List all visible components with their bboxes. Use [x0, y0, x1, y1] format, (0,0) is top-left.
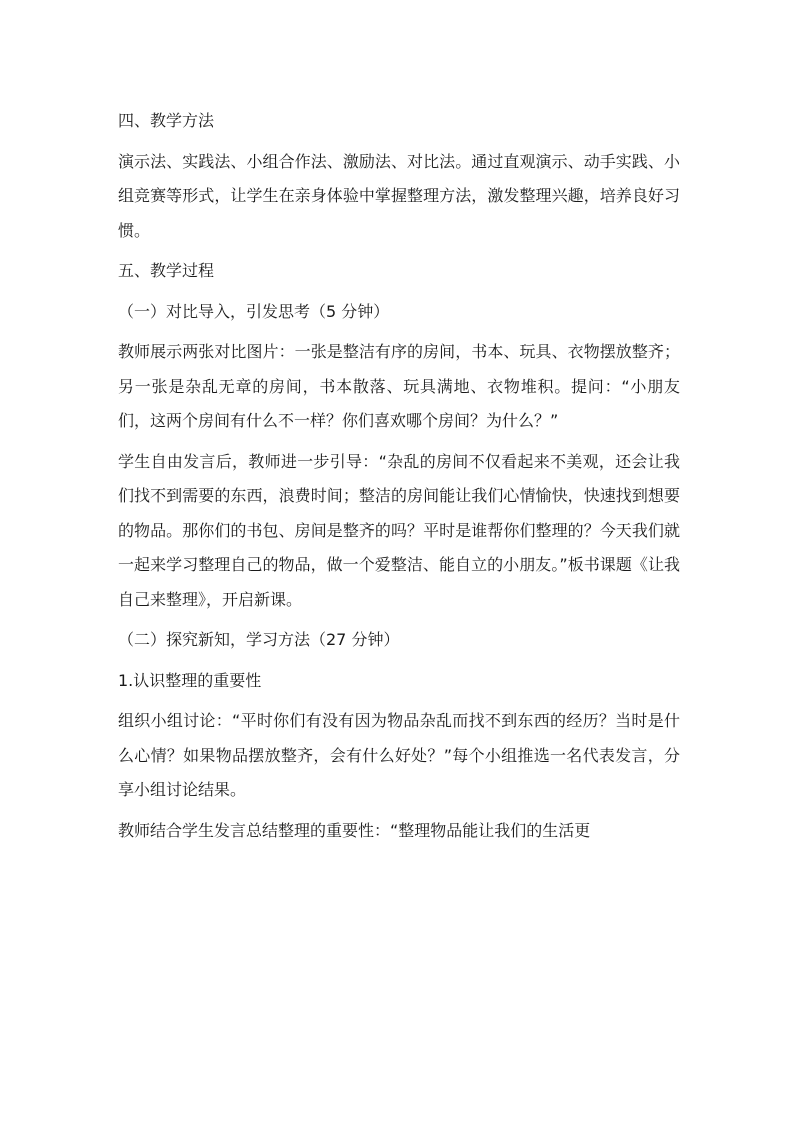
paragraph-intro-pictures: 教师展示两张对比图片：一张是整洁有序的房间，书本、玩具、衣物摆放整齐；另一张是杂乱无章的房间，书本散落、玩具满地、衣物堆积。提问：“小朋友们，这两个房间有什么不一样？你们喜欢哪个房间？为什么？”	[118, 342, 680, 430]
paragraph-teaching-methods: 演示法、实践法、小组合作法、激励法、对比法。通过直观演示、动手实践、小组竞赛等形式，让学生在亲身体验中掌握整理方法，激发整理兴趣，培养良好习惯。	[118, 151, 680, 240]
subsection-heading-intro: （一）对比导入，引发思考（5 分钟）	[118, 301, 390, 321]
section-heading-teaching-methods: 四、教学方法	[118, 111, 215, 130]
item-heading-importance: 1.认识整理的重要性	[118, 670, 262, 690]
document-body	[118, 104, 680, 854]
section-heading-teaching-process: 五、教学过程	[118, 261, 215, 280]
subsection-heading-explore: （二）探究新知，学习方法（27 分钟）	[118, 630, 400, 649]
paragraph-intro-guidance: 学生自由发言后，教师进一步引导：“杂乱的房间不仅看起来不美观，还会让我们找不到需要的东西，浪费时间；整洁的房间能让我们心情愉快，快速找到想要的物品。那你们的书包、房间是整齐的吗？平时是谁帮你们整理的？今天我们就一起来学习整理自己的物品，做一个爱整洁、能自立的小朋友。”板书课题《让我自己来整理》，开启新课。	[118, 451, 680, 609]
paragraph-group-discussion: 组织小组讨论：“平时你们有没有因为物品杂乱而找不到东西的经历？当时是什么心情？如果物品摆放整齐，会有什么好处？”每个小组推选一名代表发言，分享小组讨论结果。	[118, 711, 680, 799]
paragraph-teacher-summary: 教师结合学生发言总结整理的重要性：“整理物品能让我们的生活更	[118, 820, 591, 840]
